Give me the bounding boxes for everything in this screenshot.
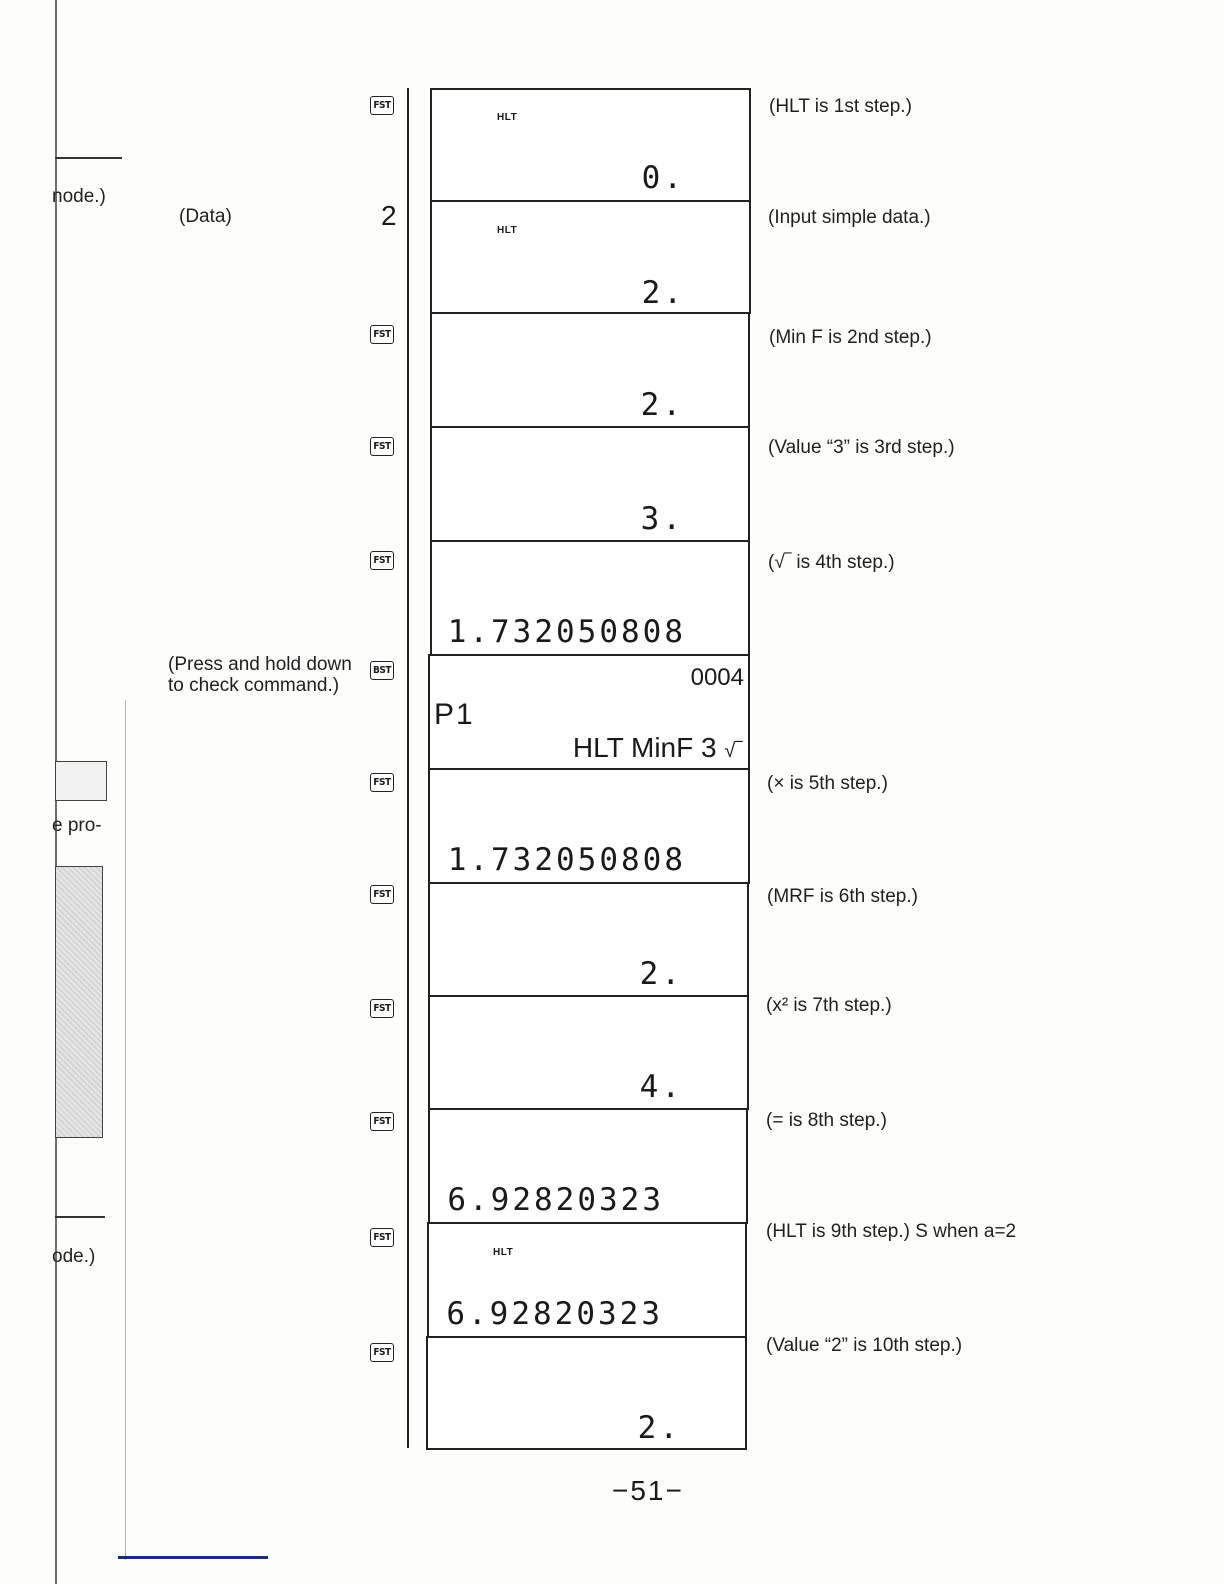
lcd-value: 2. — [639, 956, 683, 992]
hlt-indicator: HLT — [497, 112, 518, 123]
fst-key: FST — [370, 1112, 394, 1131]
step-note: (Value “2” is 10th step.) — [766, 1335, 963, 1356]
digit-key-2: 2 — [381, 200, 397, 231]
fst-key: FST — [370, 325, 394, 344]
lcd-value: 3. — [640, 501, 684, 537]
fst-key: FST — [370, 885, 394, 904]
step-note: (HLT is 9th step.) S when a=2 — [766, 1221, 1017, 1242]
strip-foot-line — [118, 1556, 268, 1559]
press-hold-note-line2: to check command.) — [168, 675, 340, 696]
strip-figure-tall — [55, 866, 103, 1138]
step-note: (= is 8th step.) — [766, 1110, 887, 1131]
fst-key: FST — [370, 551, 394, 570]
page-number: −51− — [612, 1475, 684, 1506]
lcd-value: 1.732050808 — [447, 842, 686, 878]
command-text: HLT MinF 3 — [572, 732, 717, 763]
step-counter: 0004 — [690, 664, 744, 691]
key-column-divider — [407, 88, 409, 1448]
lcd-display — [430, 88, 751, 202]
press-hold-note-line1: (Press and hold down — [168, 654, 352, 675]
fst-key: FST — [370, 773, 394, 792]
step-note: (Min F is 2nd step.) — [769, 327, 932, 348]
binding-fold — [125, 700, 126, 1560]
lcd-display — [428, 882, 749, 997]
step-note: (HLT is 1st step.) — [769, 96, 912, 117]
strip-text: ode.) — [52, 1246, 96, 1267]
command-readout — [573, 732, 742, 764]
data-label: (Data) — [179, 206, 232, 227]
strip-figure-small — [55, 761, 107, 801]
lcd-value: 6.92820323 — [446, 1296, 663, 1332]
lcd-display — [427, 1222, 747, 1338]
lcd-value: 2. — [641, 275, 685, 311]
lcd-display — [430, 200, 751, 314]
strip-text: e pro- — [52, 815, 102, 836]
sqrt-symbol: √‾ — [724, 740, 742, 762]
lcd-value: 1.732050808 — [447, 614, 686, 650]
step-note: (√‾ is 4th step.) — [768, 552, 895, 573]
lcd-display — [430, 426, 750, 542]
lcd-program-display — [428, 654, 750, 770]
lcd-display — [428, 1108, 748, 1224]
step-note: (Value “3” is 3rd step.) — [768, 437, 955, 458]
fst-key: FST — [370, 999, 394, 1018]
hlt-indicator: HLT — [497, 225, 518, 236]
step-note: (× is 5th step.) — [767, 773, 888, 794]
lcd-display — [430, 540, 750, 656]
lcd-value: 6.92820323 — [447, 1182, 664, 1218]
lcd-value: 2. — [640, 387, 684, 423]
bst-key: BST — [370, 661, 394, 680]
fst-key: FST — [370, 96, 394, 115]
fst-key: FST — [370, 1228, 394, 1247]
lcd-display — [428, 995, 749, 1110]
program-indicator: P1 — [434, 698, 475, 731]
lcd-display — [428, 768, 750, 884]
strip-rule — [55, 1216, 105, 1218]
lcd-value: 4. — [639, 1069, 683, 1105]
lcd-value: 2. — [637, 1410, 681, 1446]
lcd-display — [426, 1336, 747, 1450]
step-note: (MRF is 6th step.) — [767, 886, 918, 907]
step-note: (Input simple data.) — [768, 207, 931, 228]
lcd-display — [430, 312, 750, 428]
fst-key: FST — [370, 1343, 394, 1362]
fst-key: FST — [370, 437, 394, 456]
lcd-value: 0. — [641, 160, 685, 196]
strip-text: node.) — [52, 186, 106, 207]
hlt-indicator: HLT — [493, 1247, 514, 1258]
strip-rule — [55, 157, 122, 159]
step-note: (x² is 7th step.) — [766, 995, 892, 1016]
